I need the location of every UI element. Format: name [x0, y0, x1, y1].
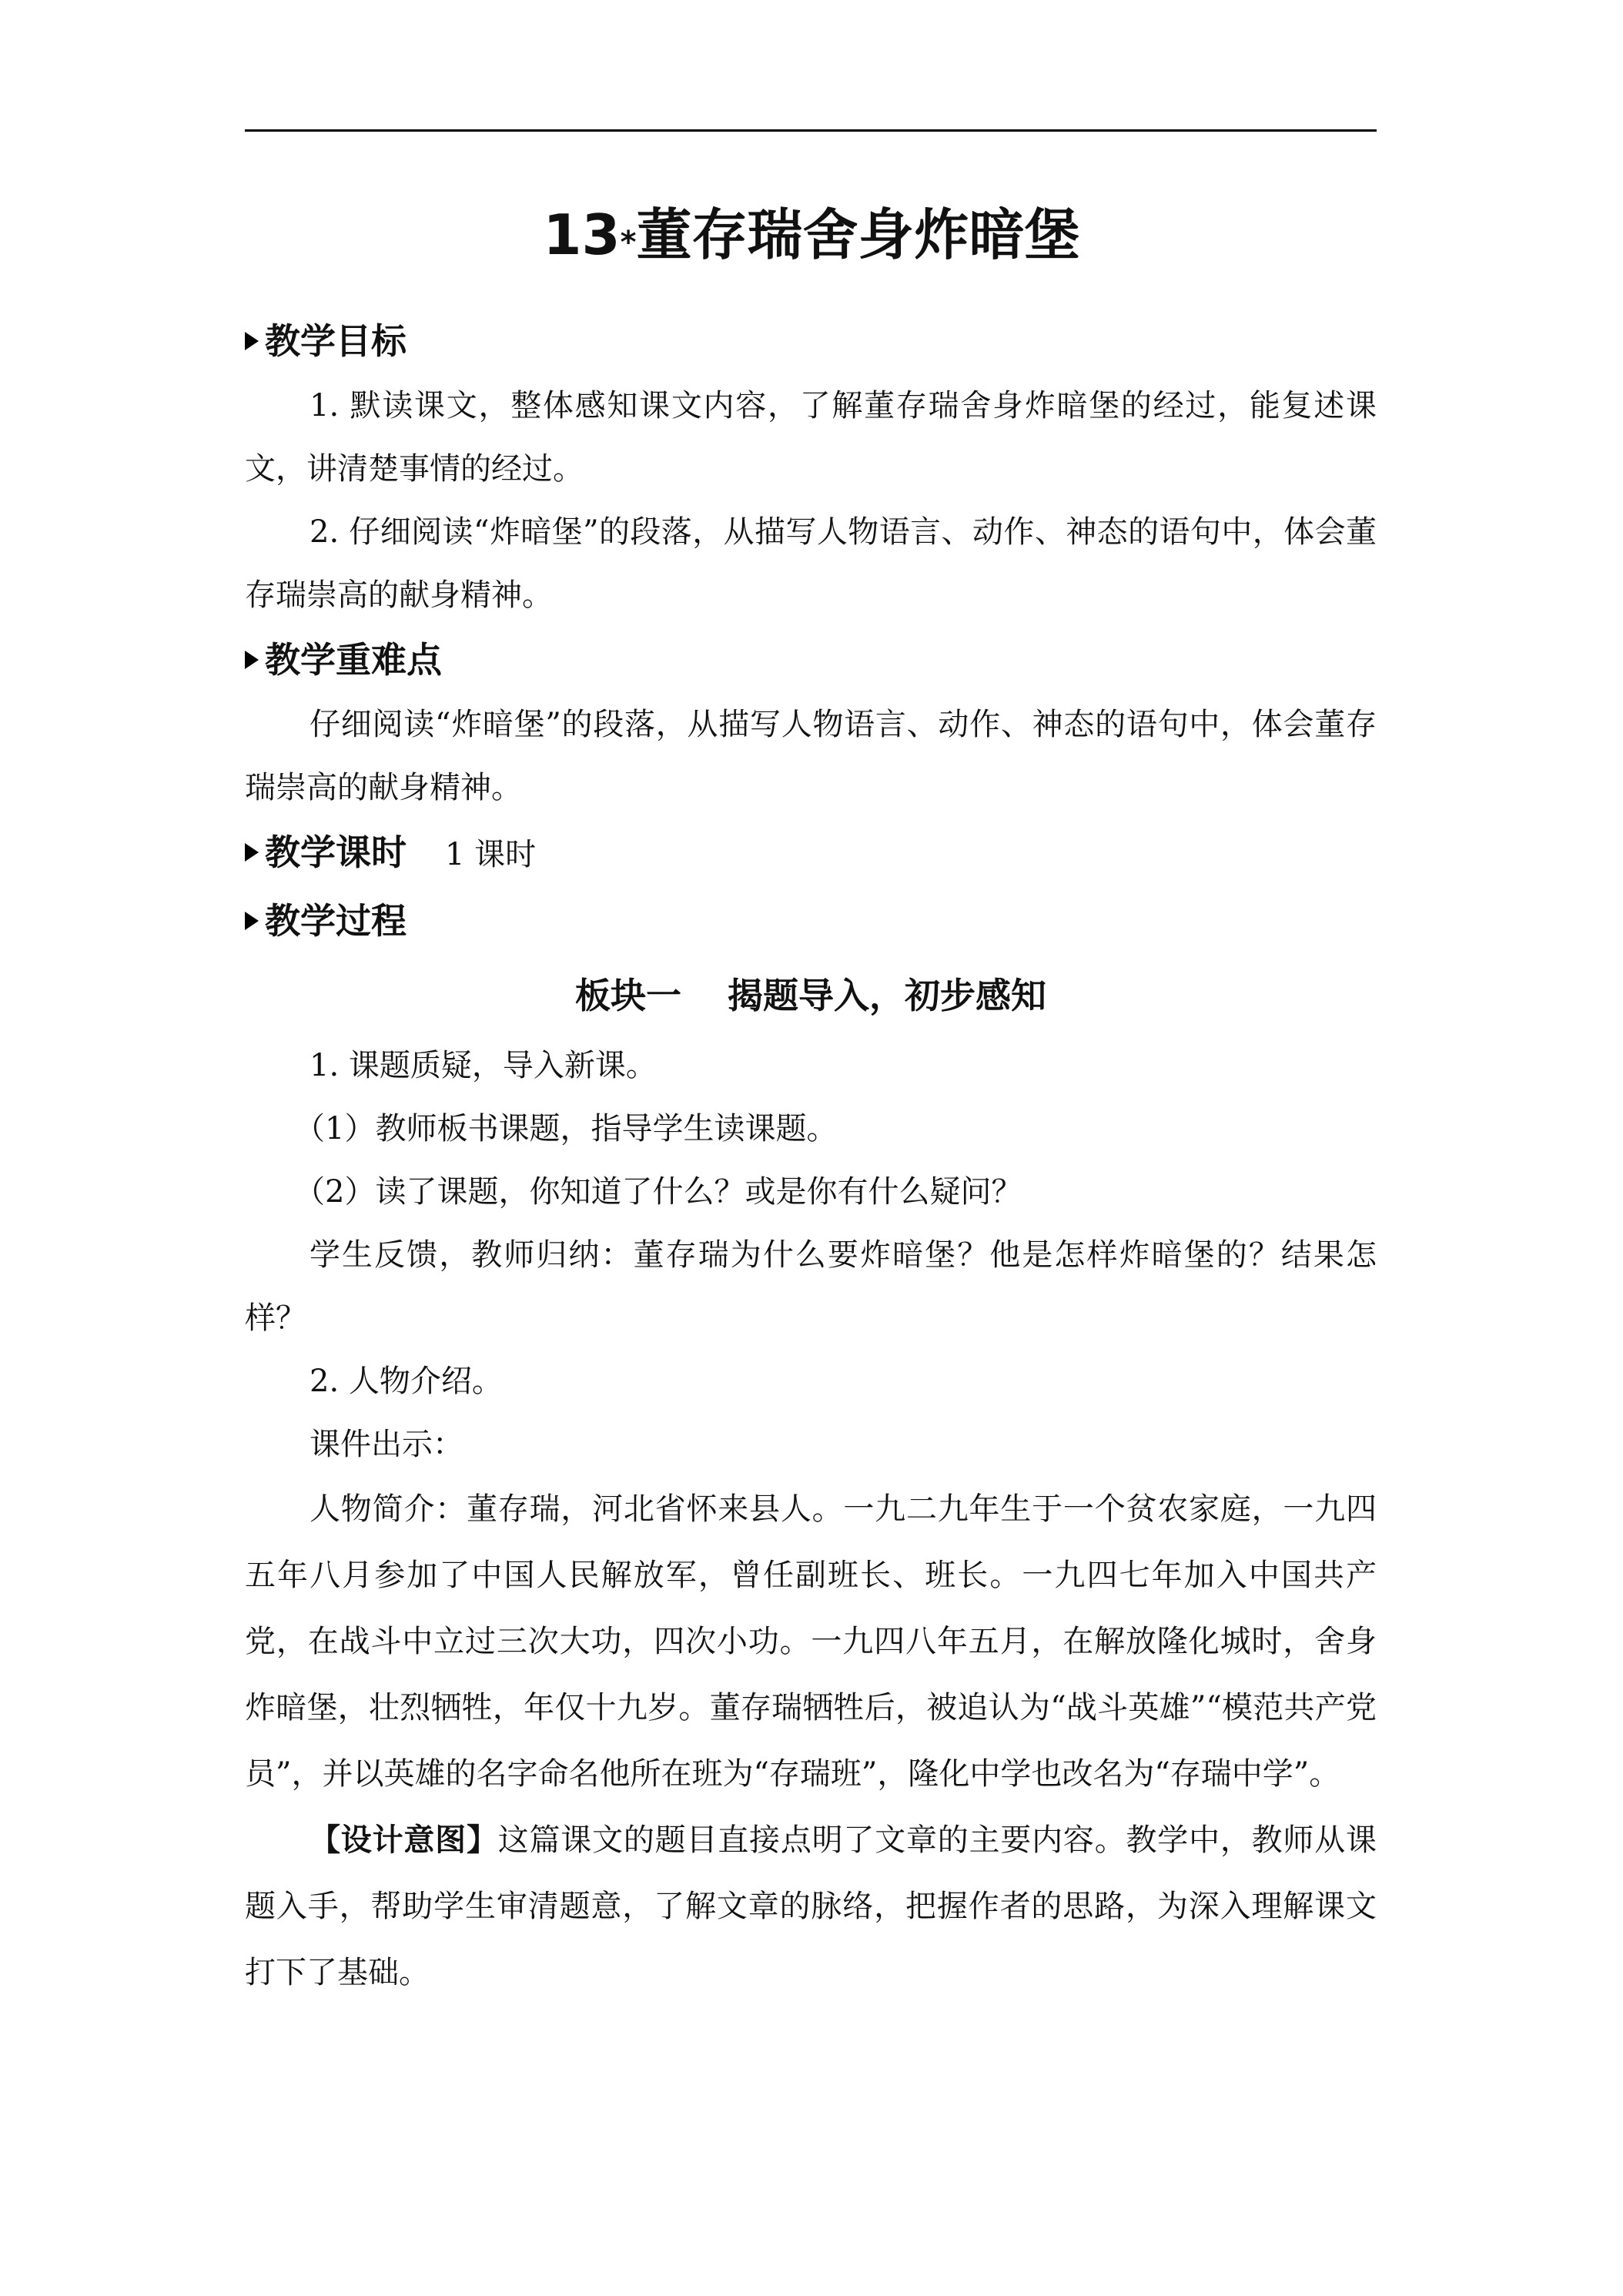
keypoints-text: 仔细阅读“炸暗堡”的段落，从描写人物语言、动作、神态的语句中，体会董存瑞崇高的献身精神。 [245, 707, 1377, 805]
paragraph: 课件出示： [310, 1427, 463, 1462]
section-heading-hours [245, 819, 1377, 888]
title-text: 董存瑞舍身炸暗堡 [636, 202, 1080, 267]
paragraph: 1. 课题质疑，导入新课。 [310, 1048, 657, 1083]
paragraph: 2. 人物介绍。 [310, 1364, 503, 1399]
triangle-bullet-icon [245, 843, 259, 862]
block-heading [245, 957, 1377, 1034]
content [245, 308, 1377, 2006]
design-intent-label: 【设计意图】 [310, 1822, 498, 1858]
goal-item: 2. 仔细阅读“炸暗堡”的段落，从描写人物语言、动作、神态的语句中，体会董存瑞崇高的献身精神。 [245, 514, 1377, 613]
paragraph: 学生反馈，教师归纳：董存瑞为什么要炸暗堡？他是怎样炸暗堡的？结果怎样？ [245, 1237, 1377, 1336]
paragraph: （1）教师板书课题，指导学生读课题。 [294, 1111, 838, 1146]
heading-text: 教学课时 [265, 832, 407, 873]
block-title: 揭题导入，初步感知 [728, 975, 1046, 1016]
heading-text: 教学目标 [265, 320, 407, 362]
design-intent [245, 1807, 1377, 2006]
section-heading-process [245, 888, 1377, 954]
triangle-bullet-icon [245, 912, 259, 930]
title-number: 13 [543, 202, 621, 267]
triangle-bullet-icon [245, 651, 259, 669]
design-intent-text: 这篇课文的题目直接点明了文章的主要内容。教学中，教师从课题入手，帮助学生审清题意，了解文章的脉络，把握作者的思路，为深入理解课文打下了基础。 [245, 1822, 1377, 1990]
class-hours-value: 1 课时 [445, 837, 537, 872]
block-label: 板块一 [575, 975, 681, 1016]
paragraph: （2）读了课题，你知道了什么？或是你有什么疑问？ [294, 1174, 1022, 1210]
heading-text: 教学过程 [265, 900, 407, 942]
triangle-bullet-icon [245, 332, 259, 350]
title-asterisk: * [620, 225, 637, 260]
page-title [0, 192, 1623, 277]
section-heading-keypoints [245, 627, 1377, 693]
goal-item: 1. 默读课文，整体感知课文内容，了解董存瑞舍身炸暗堡的经过，能复述课文，讲清楚事情的经过。 [245, 388, 1377, 487]
heading-text: 教学重难点 [265, 639, 442, 681]
section-heading-goals [245, 308, 1377, 374]
header-rule [245, 129, 1377, 132]
character-intro: 人物简介：董存瑞，河北省怀来县人。一九二九年生于一个贫农家庭，一九四五年八月参加了中国人民解放军，曾任副班长、班长。一九四七年加入中国共产党，在战斗中立过三次大功，四次小功。一九四八年五月，在解放隆化城时，舍身炸暗堡，壮烈牺牲，年仅十九岁。董存瑞牺牲后，被追认为“战斗英雄”“模范共产党员”，并以英雄的名字命名他所在班为“存瑞班”，隆化中学也改名为“存瑞中学”。 [245, 1491, 1377, 1792]
